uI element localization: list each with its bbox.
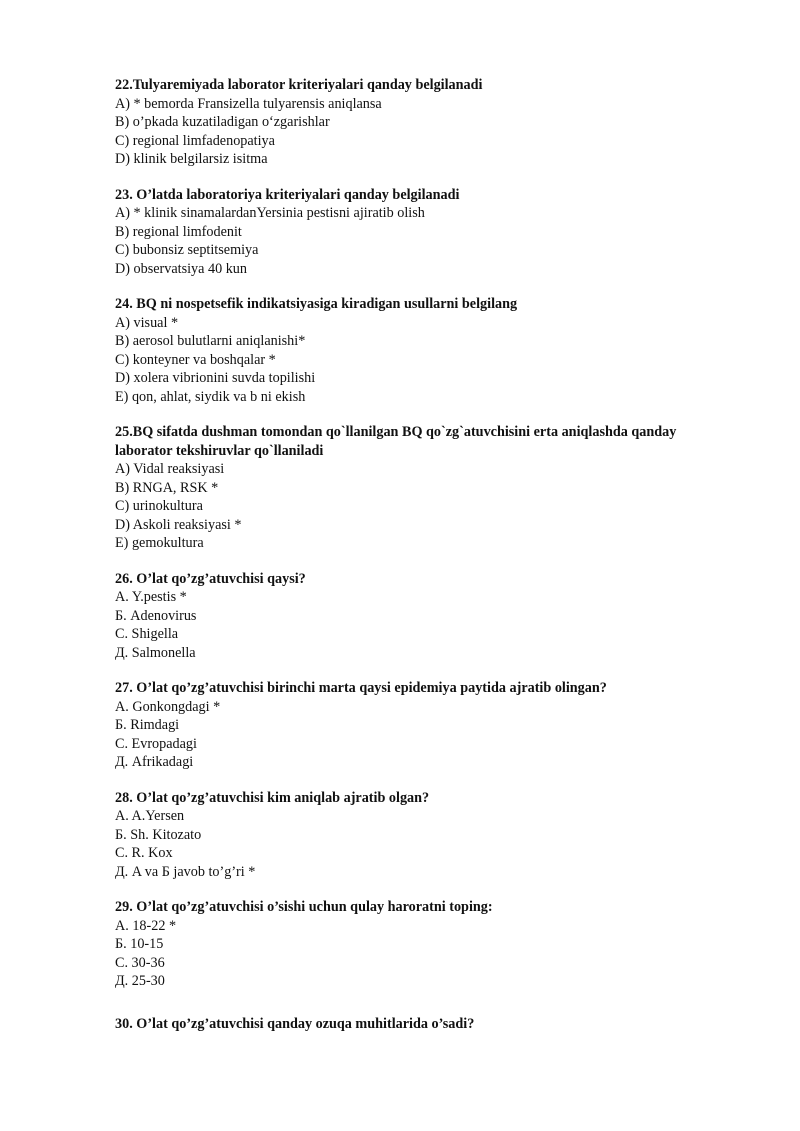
answer-option: D) Askoli reaksiyasi * (115, 516, 242, 533)
answer-option: B) RNGA, RSK * (115, 479, 219, 496)
answer-option: D) klinik belgilarsiz isitma (115, 151, 268, 167)
question-title: 23. O’latda laboratoriya kriteriyalari qanday belgilanadi (115, 186, 460, 203)
answer-option: E) gemokultura (115, 535, 204, 551)
answer-option: Б. Adenovirus (115, 607, 197, 624)
answer-option: C. R. Kox (115, 845, 173, 861)
answer-option: A. Gonkongdagi * (115, 698, 221, 715)
answer-option: C) bubonsiz septitsemiya (115, 242, 259, 258)
answer-option: C. 30-36 (115, 954, 165, 971)
answer-option: Б. 10-15 (115, 936, 164, 952)
answer-option: C) konteyner va boshqalar * (115, 351, 276, 368)
answer-option: A) * klinik sinamalardanYersinia pestisni ajiratib olish (115, 205, 425, 221)
answer-option: A) visual * (115, 314, 179, 331)
answer-option: C. Shigella (115, 626, 179, 642)
question-block (115, 570, 735, 663)
question-block (115, 186, 735, 279)
answer-option: Д. Afrikadagi (115, 754, 194, 770)
answer-option: A) Vidal reaksiyasi (115, 461, 225, 477)
question-block (115, 423, 735, 553)
answer-option: D) xolera vibrionini suvda topilishi (115, 370, 316, 386)
answer-option: A) * bemorda Fransizella tulyarensis aniqlansa (115, 95, 382, 112)
question-block (115, 76, 735, 169)
question-title: 30. O’lat qo’zg’atuvchisi qanday ozuqa muhitlarida o’sadi? (115, 1015, 475, 1032)
answer-option: B) aerosol bulutlarni aniqlanishi* (115, 333, 306, 349)
question-list (115, 76, 735, 1050)
question-title: 28. O’lat qo’zg’atuvchisi kim aniqlab ajratib olgan? (115, 789, 430, 806)
question-block (115, 1015, 735, 1034)
answer-option: C) regional limfadenopatiya (115, 132, 275, 149)
answer-option: A. 18-22 * (115, 917, 177, 934)
answer-option: A. A.Yersen (115, 808, 185, 824)
question-title: 24. BQ ni nospetsefik indikatsiyasiga kiradigan usullarni belgilang (115, 296, 518, 312)
answer-option: Д. A va Б javob to’g’ri * (115, 863, 256, 880)
answer-option: C) urinokultura (115, 498, 203, 514)
answer-option: B) regional limfodenit (115, 223, 242, 240)
answer-option: Б. Sh. Kitozato (115, 826, 202, 843)
question-title: 29. O’lat qo’zg’atuvchisi o’sishi uchun qulay haroratni toping: (115, 899, 493, 915)
question-block (115, 898, 735, 991)
answer-option: C. Evropadagi (115, 735, 197, 752)
answer-option: A. Y.pestis * (115, 589, 187, 605)
question-title: 26. O’lat qo’zg’atuvchisi qaysi? (115, 570, 306, 587)
question-title: 27. O’lat qo’zg’atuvchisi birinchi marta qaysi epidemiya paytida ajratib olingan? (115, 680, 607, 696)
question-block (115, 295, 735, 406)
answer-option: Б. Rimdagi (115, 717, 180, 733)
answer-option: Д. 25-30 (115, 973, 165, 989)
answer-option: E) qon, ahlat, siydik va b ni ekish (115, 388, 306, 405)
answer-option: Д. Salmonella (115, 644, 196, 661)
question-title: 25.BQ sifatda dushman tomondan qo`llanilgan BQ qo`zg`atuvchisini erta aniqlashda qanday laborator tekshiruvlar qo`llaniladi (115, 424, 677, 459)
answer-option: B) o’pkada kuzatiladigan o‘zgarishlar (115, 114, 330, 130)
question-block (115, 679, 735, 772)
answer-option: D) observatsiya 40 kun (115, 260, 247, 277)
question-title: 22.Tulyaremiyada laborator kriteriyalari qanday belgilanadi (115, 77, 483, 93)
question-block (115, 789, 735, 882)
